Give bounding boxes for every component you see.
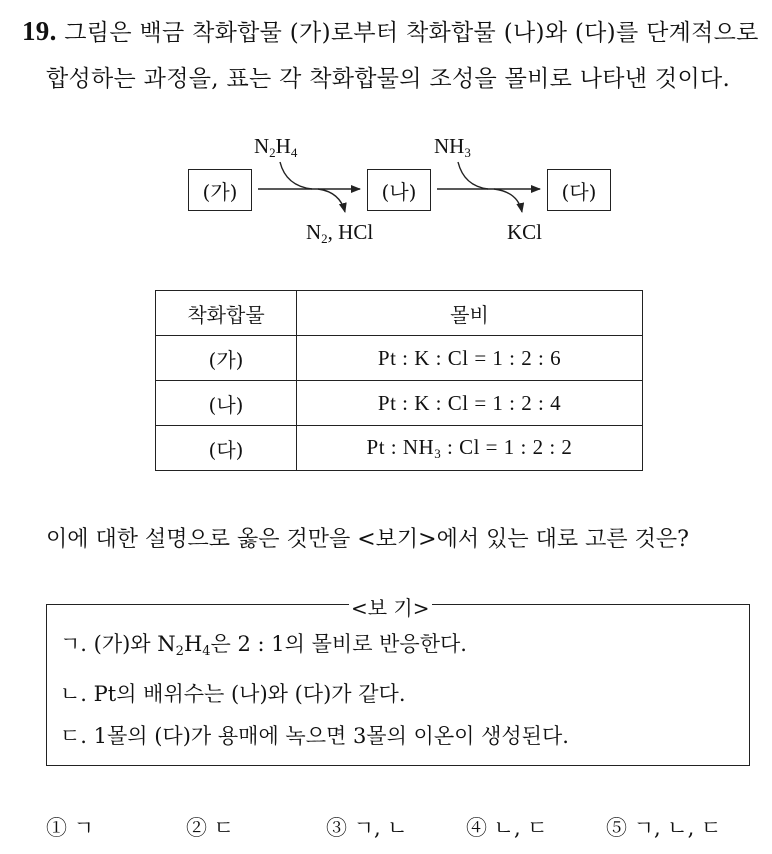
header-compound: 착화합물 (156, 291, 297, 336)
choice-1[interactable]: ① ㄱ (46, 816, 94, 840)
reagent-2: $NH_3$ (434, 134, 471, 160)
compound-box-c-label: (다) (561, 179, 597, 204)
compound-box-a-label: (가) (202, 179, 238, 204)
table-row (156, 381, 643, 426)
question-text-2: 합성하는 과정을, 표는 각 착화합물의 조성을 몰비로 나타낸 것이다. (46, 66, 731, 92)
statement-1: ㄱ. (가)와 $N_2H_4$은 2 : 1의 몰비로 반응한다. (60, 632, 467, 659)
cell-compound: (나) (156, 381, 297, 426)
compound-box-c (547, 169, 611, 211)
header-ratio: 몰비 (297, 291, 643, 336)
table-header-row (156, 291, 643, 336)
cell-ratio: Pt : $NH_3$ : Cl = 1 : 2 : 2 (297, 426, 643, 471)
choice-2[interactable]: ② ㄷ (186, 816, 234, 840)
compound-box-b-label: (나) (381, 179, 417, 204)
cell-ratio: Pt : K : Cl = 1 : 2 : 6 (297, 336, 643, 381)
bogi-title: <보 기> (349, 592, 432, 621)
cell-compound: (다) (156, 426, 297, 471)
prompt-text: 이에 대한 설명으로 옳은 것만을 <보기>에서 있는 대로 고른 것은? (46, 527, 689, 552)
reagent-curve-1 (280, 162, 312, 189)
choice-5[interactable]: ⑤ ㄱ, ㄴ, ㄷ (606, 816, 722, 840)
table-row (156, 336, 643, 381)
byproduct-curve-2 (494, 189, 522, 212)
choice-3[interactable]: ③ ㄱ, ㄴ (326, 816, 408, 840)
cell-ratio: Pt : K : Cl = 1 : 2 : 4 (297, 381, 643, 426)
question-number: 19. (22, 16, 57, 46)
byproduct-curve-1 (318, 189, 345, 212)
composition-table (155, 290, 643, 471)
byproduct-2: KCl (507, 220, 543, 244)
compound-box-b (367, 169, 431, 211)
byproduct-1: $N_2$, HCl (306, 220, 374, 246)
reaction-scheme (0, 0, 772, 300)
statement-3: ㄷ. 1몰의 (다)가 용매에 녹으면 3몰의 이온이 생성된다. (60, 724, 569, 748)
reagent-curve-2 (458, 162, 488, 189)
question-text-1: 그림은 백금 착화합물 (가)로부터 착화합물 (나)와 (다)를 단계적으로 (64, 20, 759, 46)
choice-4[interactable]: ④ ㄴ, ㄷ (466, 816, 548, 840)
table-row (156, 426, 643, 471)
compound-box-a (188, 169, 252, 211)
reagent-1: $N_2H_4$ (254, 134, 298, 160)
statement-2: ㄴ. Pt의 배위수는 (나)와 (다)가 같다. (60, 682, 406, 706)
cell-compound: (가) (156, 336, 297, 381)
